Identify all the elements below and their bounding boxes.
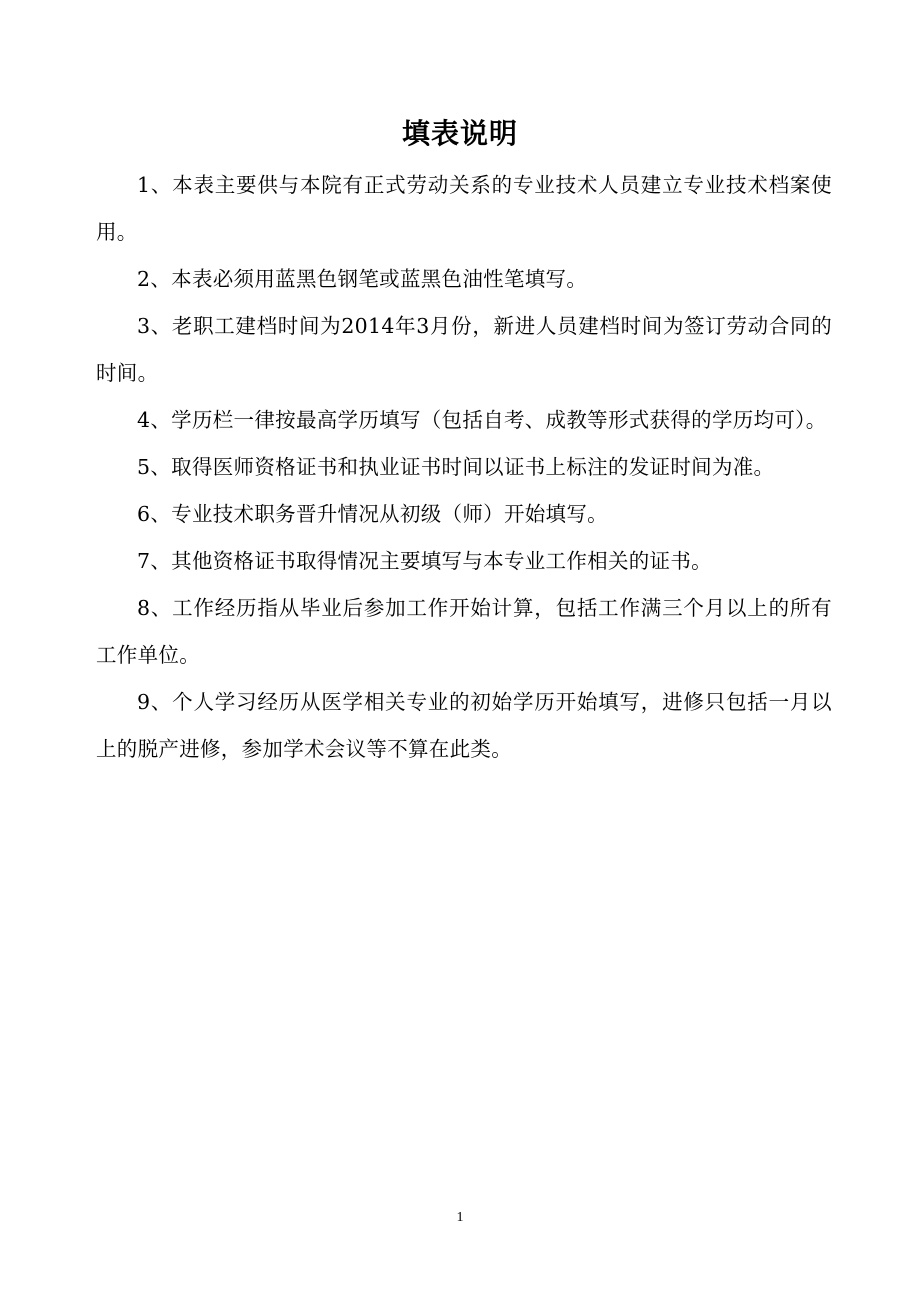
instruction-item-8: 8、工作经历指从毕业后参加工作开始计算，包括工作满三个月以上的所有工作单位。 bbox=[96, 596, 832, 667]
instruction-item-1: 1、本表主要供与本院有正式劳动关系的专业技术人员建立专业技术档案使用。 bbox=[96, 173, 832, 244]
instruction-item-4: 4、学历栏一律按最高学历填写（包括自考、成教等形式获得的学历均可）。 bbox=[137, 408, 827, 432]
instructions-list bbox=[96, 162, 832, 773]
instruction-item-2: 2、本表必须用蓝黑色钢笔或蓝黑色油性笔填写。 bbox=[137, 267, 588, 291]
instruction-item-6: 6、专业技术职务晋升情况从初级（师）开始填写。 bbox=[137, 502, 608, 526]
page-number: 1 bbox=[456, 1210, 464, 1225]
instruction-item-5: 5、取得医师资格证书和执业证书时间以证书上标注的发证时间为准。 bbox=[137, 455, 775, 479]
instruction-item-3: 3、老职工建档时间为2014年3月份，新进人员建档时间为签订劳动合同的时间。 bbox=[96, 314, 832, 385]
instruction-item-7: 7、其他资格证书取得情况主要填写与本专业工作相关的证书。 bbox=[137, 549, 712, 573]
page-title: 填表说明 bbox=[401, 117, 518, 150]
instruction-item-9: 9、个人学习经历从医学相关专业的初始学历开始填写，进修只包括一月以上的脱产进修，参加学术会议等不算在此类。 bbox=[96, 690, 832, 761]
